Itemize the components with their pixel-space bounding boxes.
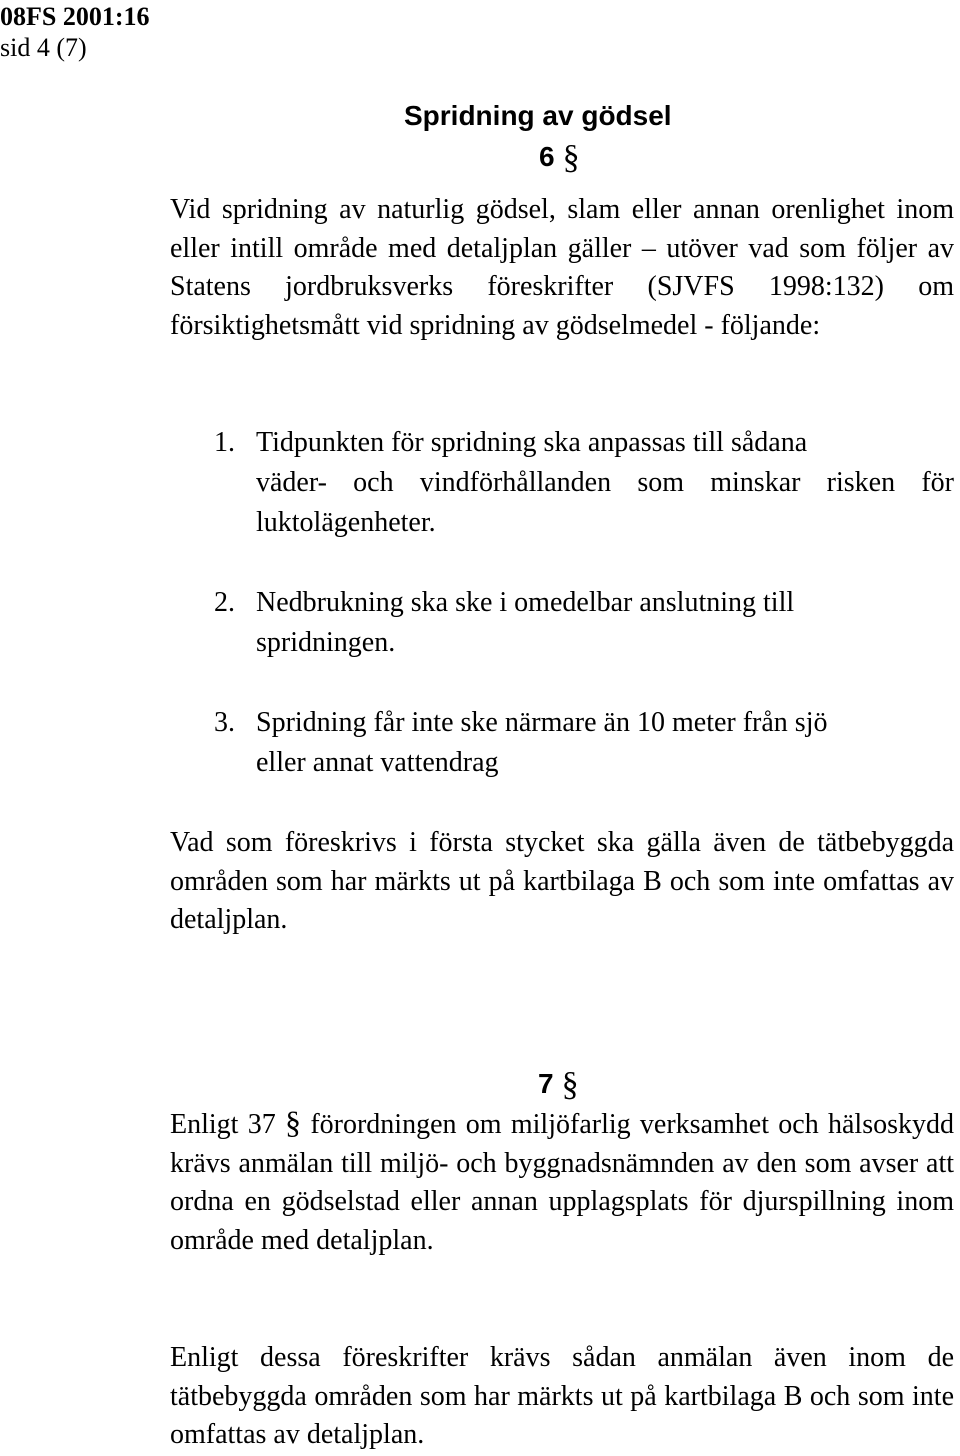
list-item-1 (214, 423, 954, 543)
inline-section-sign: § (285, 1104, 302, 1140)
list-item-3-continuation: eller annat vattendrag (256, 747, 499, 778)
list-item-3 (214, 703, 954, 783)
section-6-number: 6 (539, 141, 555, 172)
section-6-heading (539, 140, 580, 175)
section-sign-6: § (562, 139, 580, 176)
section-7-heading (538, 1067, 579, 1102)
section-7-paragraph-1 (170, 1103, 954, 1260)
list-item-1-number: 1. (214, 427, 235, 458)
list-item-2 (214, 583, 954, 663)
list-item-3-first-line: Spridning får inte ske närmare än 10 meter från sjö (256, 707, 828, 738)
page-number: sid 4 (7) (0, 33, 87, 62)
list-item-1-continuation: väder- och vindförhållanden som minskar risken för luktolägenheter. (256, 467, 954, 538)
section-7-number: 7 (538, 1068, 554, 1099)
section-7-paragraph-2: Enligt dessa föreskrifter krävs sådan anmälan även inom de tätbebyggda områden som har märkts ut på kartbilaga B och som inte omfattas av detaljplan. (170, 1342, 954, 1450)
list-item-2-continuation: spridningen. (256, 627, 396, 658)
section-7-paragraph-1-lead: Enligt 37 (170, 1109, 276, 1140)
document-code: 08FS 2001:16 (0, 2, 150, 31)
section-title: Spridning av gödsel (404, 100, 672, 131)
section-sign-7: § (561, 1066, 579, 1103)
section-6-closing: Vad som föreskrivs i första stycket ska gälla även de tätbebyggda områden som har märkts ut på kartbilaga B och som inte omfattas av detaljplan. (170, 827, 954, 935)
list-item-2-number: 2. (214, 587, 235, 618)
list-item-2-first-line: Nedbrukning ska ske i omedelbar anslutning till (256, 587, 795, 618)
list-item-3-number: 3. (214, 707, 235, 738)
section-7-paragraph-1-body: förordningen om miljöfarlig verksamhet och hälsoskydd krävs anmälan till miljö- och byggnadsnämnden av den som avser att ordna en gödselstad eller annan upplagsplats för djurspillning inom område med detaljplan. (170, 1109, 954, 1256)
section-6-intro: Vid spridning av naturlig gödsel, slam eller annan orenlighet inom eller intill område med detaljplan gäller – utöver vad som följer av Statens jordbruksverks föreskrifter (SJVFS 1998:132) om försiktighetsmått vid spridning av gödselmedel - följande: (170, 194, 954, 341)
list-item-1-first-line: Tidpunkten för spridning ska anpassas till sådana (256, 427, 808, 458)
